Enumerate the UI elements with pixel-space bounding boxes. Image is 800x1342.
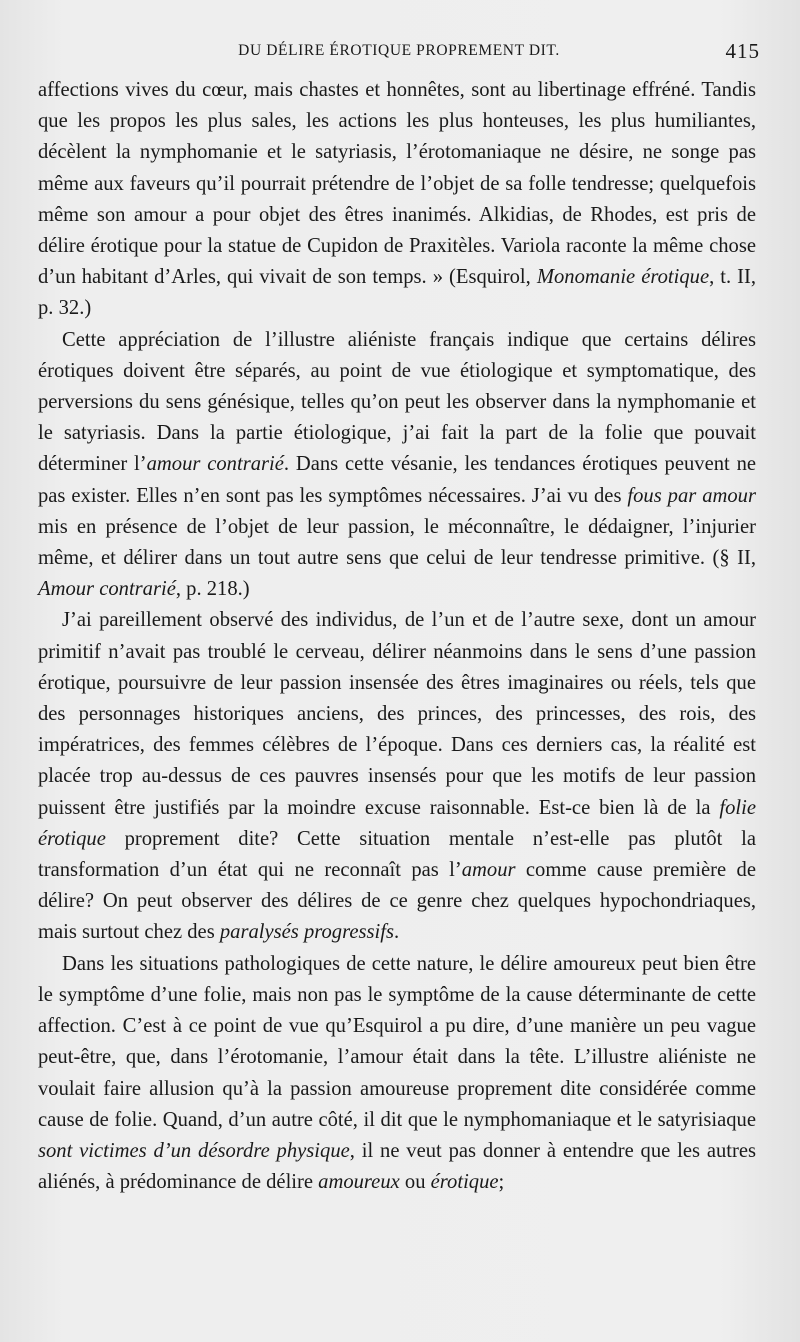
italic-run: amour contrarié [146, 453, 284, 476]
text-run: , il ne veut pas donner à entendre que les autres aliénés, à prédominance de délire [38, 1139, 756, 1194]
body-text [38, 75, 756, 1198]
text-run: , t. II, p. 32.) [38, 266, 757, 320]
italic-run: érotique [430, 1171, 499, 1194]
running-title: DU DÉLIRE ÉROTIQUE PROPREMENT DIT. [238, 42, 560, 59]
page-number: 415 [725, 39, 760, 63]
italic-run: folie érotique [38, 796, 756, 850]
paragraph-continued [38, 75, 756, 325]
text-run: Dans les situations pathologiques de cette nature, le délire amoureux peut bien être le symptôme d’une folie, mais non pas le symptôme de la cause déterminante de cette affection. C’est à ce point de vue qu’Esquirol a pu dire, d’une manière un peu vague peut-être, que, dans l’érotomanie, l’amour était dans la tête. L’illustre aliéniste ne voulait faire allusion qu’à la passion amoureuse proprement dite considérée comme cause de folie. Quand, d’un autre côté, il dit que le nymphomaniaque et le satyrisiaque [38, 952, 756, 1131]
paragraph [38, 949, 756, 1199]
italic-run: paralysés progressifs [219, 921, 394, 944]
text-run: , p. 218.) [175, 578, 250, 601]
text-run: Cette appréciation de l’illustre aliéniste français indique que certains délires érotiques doivent être séparés, au point de vue étiologique et symptomatique, des perversions du sens génésique, telles qu’on peut les observer dans la nymphomanie et le satyriasis. Dans la partie étiologique, j’ai fait la part de la folie que pouvait déterminer l’ [38, 328, 756, 476]
italic-run: sont victimes d’un désordre physique [38, 1139, 350, 1162]
italic-run: Amour contrarié [38, 578, 176, 601]
italic-run: Monomanie érotique [536, 266, 710, 289]
italic-run: amour [461, 859, 516, 882]
text-run: mis en présence de l’objet de leur passion, le méconnaître, le dédaigner, l’injurier même, et délirer dans un tout autre sens que celui de leur tendresse primitive. (§ II, [38, 515, 756, 570]
italic-run: amoureux [318, 1171, 400, 1194]
text-run: ; [498, 1171, 505, 1194]
paragraph [38, 325, 756, 606]
text-run: J’ai pareillement observé des individus, de l’un et de l’autre sexe, dont un amour primitif n’avait pas troublé le cerveau, délirer néanmoins dans le sens d’une passion érotique, poursuivre de leur passion insensée des êtres imaginaires ou réels, tels que des personnages historiques anciens, des princes, des princesses, des rois, des impératrices, des femmes célèbres de l’époque. Dans ces derniers cas, la réalité est placée trop au-dessus de ces pauvres insensés pour que les motifs de leur passion puissent être justifiés par la moindre excuse raisonnable. Est-ce bien là de la [38, 609, 756, 819]
text-run: . [393, 921, 400, 944]
text-run: proprement dite? Cette situation mentale n’est-elle pas plutôt la transformation d’un état qui ne reconnaît pas l’ [38, 827, 756, 882]
italic-run: fous par amour [627, 484, 756, 507]
text-run: ou [399, 1171, 431, 1194]
text-run: . Dans cette vésanie, les tendances érotiques peuvent ne pas exister. Elles n’en sont pas les symptômes nécessaires. J’ai vu des [38, 453, 757, 507]
paragraph [38, 605, 756, 948]
text-run: comme cause première de délire? On peut observer des délires de ce genre chez quelques hypochondriaques, mais surtout chez des [38, 859, 756, 944]
page-header [38, 39, 760, 70]
text-run: affections vives du cœur, mais chastes et honnêtes, sont au libertinage effréné. Tandis que les propos les plus sales, les actions les plus honteuses, les plus humiliantes, décèlent la nymphomanie et le satyriasis, l’érotomaniaque ne désire, ne songe pas même aux faveurs qu’il pourrait prétendre de l’objet de sa folle tendresse; quelquefois même son amour a pour objet des êtres inanimés. Alkidias, de Rhodes, est pris de délire érotique pour la statue de Cupidon de Praxitèles. Variola raconte la même chose d’un habitant d’Arles, qui vivait de son temps. » (Esquirol, [38, 79, 756, 289]
